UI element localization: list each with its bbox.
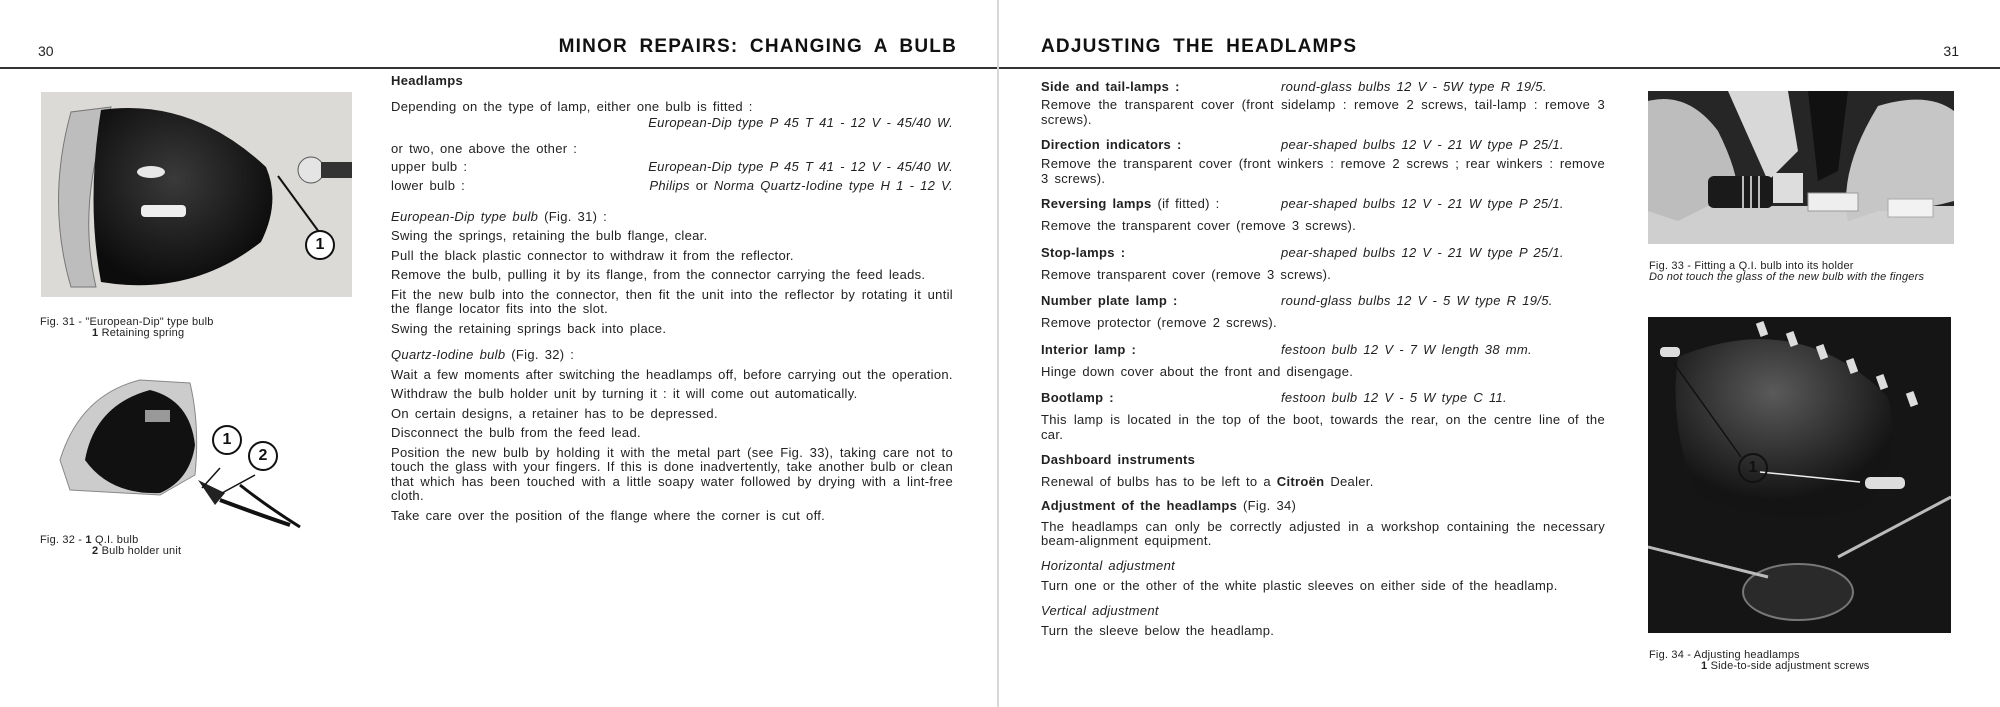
fig32-caption	[40, 535, 181, 557]
european-dip-step: Swing the springs, retaining the bulb flange, clear.	[391, 228, 708, 243]
quartz-iodine-step: Wait a few moments after switching the headlamps off, before carrying out the operation.	[391, 366, 953, 382]
headlamps-intro: Depending on the type of lamp, either one bulb is fitted :	[391, 98, 753, 114]
lamp-spec: festoon bulb 12 V - 5 W type C 11.	[1281, 390, 1507, 405]
header-rule	[0, 67, 997, 69]
fig32-caption-legend1: Q.I. bulb	[95, 534, 139, 546]
quartz-iodine-step: Disconnect the bulb from the feed lead.	[391, 425, 641, 440]
left-page	[0, 0, 997, 707]
hands-fitting-bulb-illustration	[1648, 91, 1954, 244]
fig31-caption-num: 1	[92, 327, 99, 339]
lamp-spec: round-glass bulbs 12 V - 5 W type R 19/5.	[1281, 293, 1553, 308]
lamp-spec: round-glass bulbs 12 V - 5W type R 19/5.	[1281, 79, 1547, 94]
fig32-caption-num2: 2	[92, 545, 99, 557]
fig34-callout-1: 1	[1738, 453, 1768, 483]
lamp-label: Reversing lamps (if fitted) :	[1041, 196, 1220, 211]
lamp-entry	[1041, 246, 1605, 283]
lamp-instruction: This lamp is located in the top of the boot, towards the rear, on the centre line of the car.	[1041, 412, 1605, 442]
one-bulb-spec: European-Dip type P 45 T 41 - 12 V - 45/40 W.	[648, 115, 953, 130]
left-text-column	[391, 74, 953, 523]
fig34-caption-legend: Side-to-side adjustment screws	[1710, 660, 1870, 672]
two-bulbs-intro: or two, one above the other :	[391, 141, 578, 156]
header-rule	[999, 67, 2000, 69]
quartz-iodine-step: Position the new bulb by holding it with the metal part (see Fig. 33), taking care not to touch the glass with your fingers. If this is done inadvertently, take another bulb or clean that which has been touched with a little soapy water followed by drying with a lint-free cloth.	[391, 444, 953, 503]
fig34-caption	[1649, 650, 1869, 672]
fig32-caption-prefix: Fig. 32 -	[40, 534, 83, 546]
headlamp-illustration	[41, 92, 352, 297]
dashboard-heading: Dashboard instruments	[1041, 452, 1196, 467]
upper-bulb-spec: European-Dip type P 45 T 41 - 12 V - 45/40 W.	[648, 158, 953, 174]
fig32-callout-2: 2	[248, 441, 278, 471]
lamp-spec: festoon bulb 12 V - 7 W length 38 mm.	[1281, 341, 1532, 357]
right-page	[999, 0, 2000, 707]
horizontal-adjustment-text: Turn one or the other of the white plastic sleeves on either side of the headlamp.	[1041, 578, 1558, 593]
lamp-label: Stop-lamps :	[1041, 244, 1126, 260]
lamp-label: Interior lamp :	[1041, 341, 1137, 357]
lamp-instruction: Remove the transparent cover (remove 3 screws).	[1041, 218, 1357, 233]
lamp-entry	[1041, 80, 1605, 127]
vertical-adjustment-heading: Vertical adjustment	[1041, 602, 1159, 618]
fig34-photo	[1648, 317, 1951, 633]
lamp-label: Direction indicators :	[1041, 137, 1182, 152]
lamp-instruction: Remove the transparent cover (front sidelamp : remove 2 screws, tail-lamp : remove 3 screws).	[1041, 97, 1605, 127]
fig34-caption-num: 1	[1701, 660, 1708, 672]
running-head: MINOR REPAIRS: CHANGING A BULB	[558, 36, 957, 57]
lamp-instruction: Hinge down cover about the front and disengage.	[1041, 363, 1354, 379]
fig31-callout-1: 1	[305, 230, 335, 260]
quartz-iodine-step: Take care over the position of the flange where the corner is cut off.	[391, 507, 826, 523]
european-dip-heading: European-Dip type bulb (Fig. 31) :	[391, 208, 608, 224]
lower-bulb-row	[391, 179, 953, 195]
right-text-column	[1041, 80, 1605, 639]
quartz-iodine-step: On certain designs, a retainer has to be depressed.	[391, 405, 718, 421]
lamp-spec: pear-shaped bulbs 12 V - 21 W type P 25/1.	[1281, 196, 1564, 211]
adjustment-heading: Adjustment of the headlamps (Fig. 34)	[1041, 498, 1297, 513]
running-head: ADJUSTING THE HEADLAMPS	[1041, 36, 1358, 57]
lamp-label: Bootlamp :	[1041, 390, 1114, 405]
lamp-instruction: Remove the transparent cover (front winkers : remove 2 screws ; rear winkers : remove 3 screws).	[1041, 156, 1605, 186]
lamp-instruction: Remove protector (remove 2 screws).	[1041, 315, 1277, 330]
quartz-iodine-headlamp-illustration	[40, 365, 340, 530]
fig33-photo	[1648, 91, 1954, 244]
dashboard-text: Renewal of bulbs has to be left to a Citroën Dealer.	[1041, 473, 1374, 489]
fig33-caption	[1649, 261, 1924, 283]
lamp-entry	[1041, 343, 1605, 380]
lamp-entry	[1041, 294, 1605, 331]
page-number: 31	[1943, 43, 1959, 59]
fig32-caption-num1: 1	[85, 534, 92, 546]
lamp-instruction: Remove transparent cover (remove 3 screws).	[1041, 266, 1332, 282]
headlamp-adjustment-illustration	[1648, 317, 1951, 633]
fig34-caption-title: Fig. 34 - Adjusting headlamps	[1649, 649, 1800, 661]
upper-bulb-label: upper bulb :	[391, 158, 468, 174]
upper-bulb-row	[391, 160, 953, 176]
fig32-caption-legend2: Bulb holder unit	[101, 545, 182, 557]
page-number: 30	[38, 43, 54, 59]
fig31-caption-legend: Retaining spring	[101, 327, 185, 339]
quartz-iodine-heading: Quartz-Iodine bulb (Fig. 32) :	[391, 347, 575, 362]
fig33-caption-note: Do not touch the glass of the new bulb with the fingers	[1649, 271, 1925, 283]
lower-bulb-label: lower bulb :	[391, 177, 466, 193]
vertical-adjustment-text: Turn the sleeve below the headlamp.	[1041, 623, 1275, 638]
lower-bulb-spec: Philips or Norma Quartz-Iodine type H 1 - 12 V.	[649, 177, 953, 193]
fig32-photo	[40, 365, 340, 530]
european-dip-step: Swing the retaining springs back into place.	[391, 320, 667, 336]
lamp-spec: pear-shaped bulbs 12 V - 21 W type P 25/1.	[1281, 137, 1564, 152]
fig31-caption-title: Fig. 31 - "European-Dip" type bulb	[40, 316, 214, 328]
fig31-caption	[40, 317, 214, 339]
lamp-entry	[1041, 391, 1605, 442]
lamp-label: Number plate lamp :	[1041, 293, 1178, 308]
fig31-photo	[41, 92, 352, 297]
european-dip-step: Pull the black plastic connector to withdraw it from the reflector.	[391, 247, 794, 263]
fig32-callout-1: 1	[212, 425, 242, 455]
section-title-headlamps: Headlamps	[391, 73, 464, 88]
lamp-label: Side and tail-lamps :	[1041, 79, 1180, 94]
one-bulb-row	[391, 116, 953, 132]
european-dip-step: Fit the new bulb into the connector, then fit the unit into the reflector by rotating it until the flange locator fits into the slot.	[391, 286, 953, 316]
lamp-entry	[1041, 138, 1605, 186]
european-dip-step: Remove the bulb, pulling it by its flange, from the connector carrying the feed leads.	[391, 267, 926, 282]
lamp-spec: pear-shaped bulbs 12 V - 21 W type P 25/1.	[1281, 244, 1564, 260]
quartz-iodine-step: Withdraw the bulb holder unit by turning it : it will come out automatically.	[391, 386, 858, 401]
lamp-entry	[1041, 197, 1605, 234]
adjustment-intro: The headlamps can only be correctly adjusted in a workshop containing the necessary beam-alignment equipment.	[1041, 518, 1605, 548]
fig33-caption-title: Fig. 33 - Fitting a Q.I. bulb into its holder	[1649, 260, 1854, 272]
horizontal-adjustment-heading: Horizontal adjustment	[1041, 557, 1176, 573]
